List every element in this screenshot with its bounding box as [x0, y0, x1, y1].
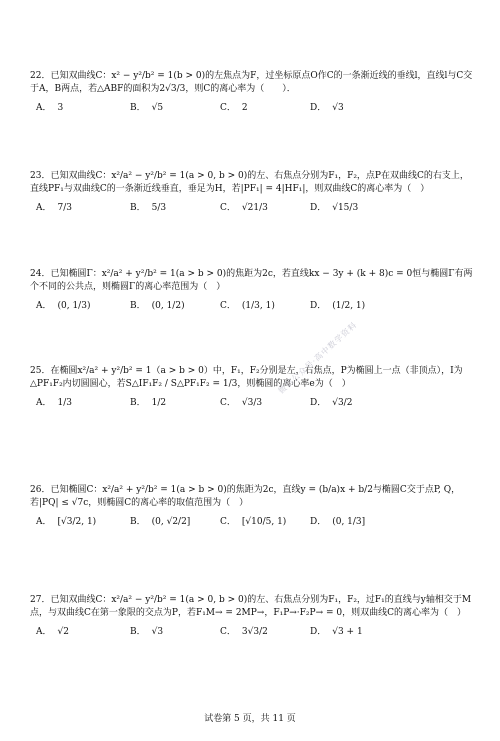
option-b[interactable]: B． 1/2	[130, 398, 167, 408]
question-23	[30, 170, 474, 218]
option-a[interactable]: A． 1/3	[36, 398, 72, 408]
option-c[interactable]: C． 2	[220, 103, 248, 113]
option-a[interactable]: A． √2	[36, 627, 69, 637]
options-row	[30, 202, 474, 218]
option-d[interactable]: D． √3	[310, 103, 344, 113]
question-24	[30, 268, 474, 316]
options-row	[30, 626, 474, 642]
option-c[interactable]: C． 3√3/2	[220, 627, 268, 637]
option-a[interactable]: A． 3	[36, 103, 64, 113]
options-row	[30, 397, 474, 413]
option-b[interactable]: B． √3	[130, 627, 164, 637]
question-25	[30, 365, 474, 413]
page-footer: 试卷第 5 页，共 11 页	[204, 714, 296, 724]
question-stem: 23．已知双曲线C：x²/a² − y²/b² = 1(a > 0, b > 0)的左、右焦点分别为F₁，F₂，点P在双曲线C的右支上，直线PF₁与双曲线C的一条渐近线垂直，垂足为H，若|PF₁| = 4|HF₁|，则双曲线C的离心率为（ ）	[30, 171, 469, 194]
options-row	[30, 102, 474, 118]
options-row	[30, 300, 474, 316]
question-stem: 26．已知椭圆C：x²/a² + y²/b² = 1(a > b > 0)的焦距为2c，直线y = (b/a)x + b/2与椭圆C交于点P, Q，若|PQ| ≤ √7c，则椭圆C的离心率的取值范围为（ ）	[30, 485, 461, 508]
option-a[interactable]: A． 7/3	[36, 203, 72, 213]
option-c[interactable]: C． [√10/5, 1)	[220, 517, 287, 527]
option-c[interactable]: C． √3/3	[220, 398, 263, 408]
options-row	[30, 516, 474, 532]
option-a[interactable]: A． (0, 1/3)	[36, 301, 91, 311]
option-b[interactable]: B． (0, 1/2)	[130, 301, 185, 311]
option-d[interactable]: D． (0, 1/3]	[310, 517, 366, 527]
question-stem: 22．已知双曲线C：x² − y²/b² = 1(b > 0)的左焦点为F，过坐标原点O作C的一条渐近线的垂线l，直线l与C交于A，B两点，若△ABF的面积为2√3/3，则C的离心率为（ ）．	[30, 71, 473, 94]
option-d[interactable]: D． √15/3	[310, 203, 359, 213]
option-b[interactable]: B． 5/3	[130, 203, 167, 213]
question-stem: 25．在椭圆x²/a² + y²/b² = 1（a > b > 0）中，F₁，F₂分别是左，右焦点，P为椭圆上一点（非顶点），I为△PF₁F₂内切圆圆心，若S△IF₁F₂ / S△PF₁F₂ = 1/3，则椭圆的离心率e为（ ）	[30, 366, 463, 389]
option-c[interactable]: C． (1/3, 1)	[220, 301, 275, 311]
question-stem: 27．已知双曲线C：x²/a² − y²/b² = 1(a > 0, b > 0)的左、右焦点分别为F₁，F₂，过F₁的直线与y轴相交于M点，与双曲线C在第一象限的交点为P，若F₁M→ = 2MP→，F₁P→·F₂P→ = 0，则双曲线C的离心率为（ ）	[30, 595, 472, 618]
watermark: 微信公众号·高中数学资料	[276, 320, 359, 396]
question-27	[30, 594, 474, 642]
option-b[interactable]: B． √5	[130, 103, 164, 113]
option-a[interactable]: A． [√3/2, 1)	[36, 517, 97, 527]
question-22	[30, 70, 474, 118]
option-d[interactable]: D． (1/2, 1)	[310, 301, 366, 311]
question-26	[30, 484, 474, 532]
option-d[interactable]: D． √3 + 1	[310, 627, 363, 637]
option-d[interactable]: D． √3/2	[310, 398, 353, 408]
option-b[interactable]: B． (0, √2/2]	[130, 517, 191, 527]
question-stem: 24．已知椭圆Γ：x²/a² + y²/b² = 1(a > b > 0)的焦距为2c，若直线kx − 3y + (k + 8)c = 0恒与椭圆Γ有两个不同的公共点，则椭圆Γ的离心率范围为（ ）	[30, 269, 473, 292]
option-c[interactable]: C． √21/3	[220, 203, 268, 213]
